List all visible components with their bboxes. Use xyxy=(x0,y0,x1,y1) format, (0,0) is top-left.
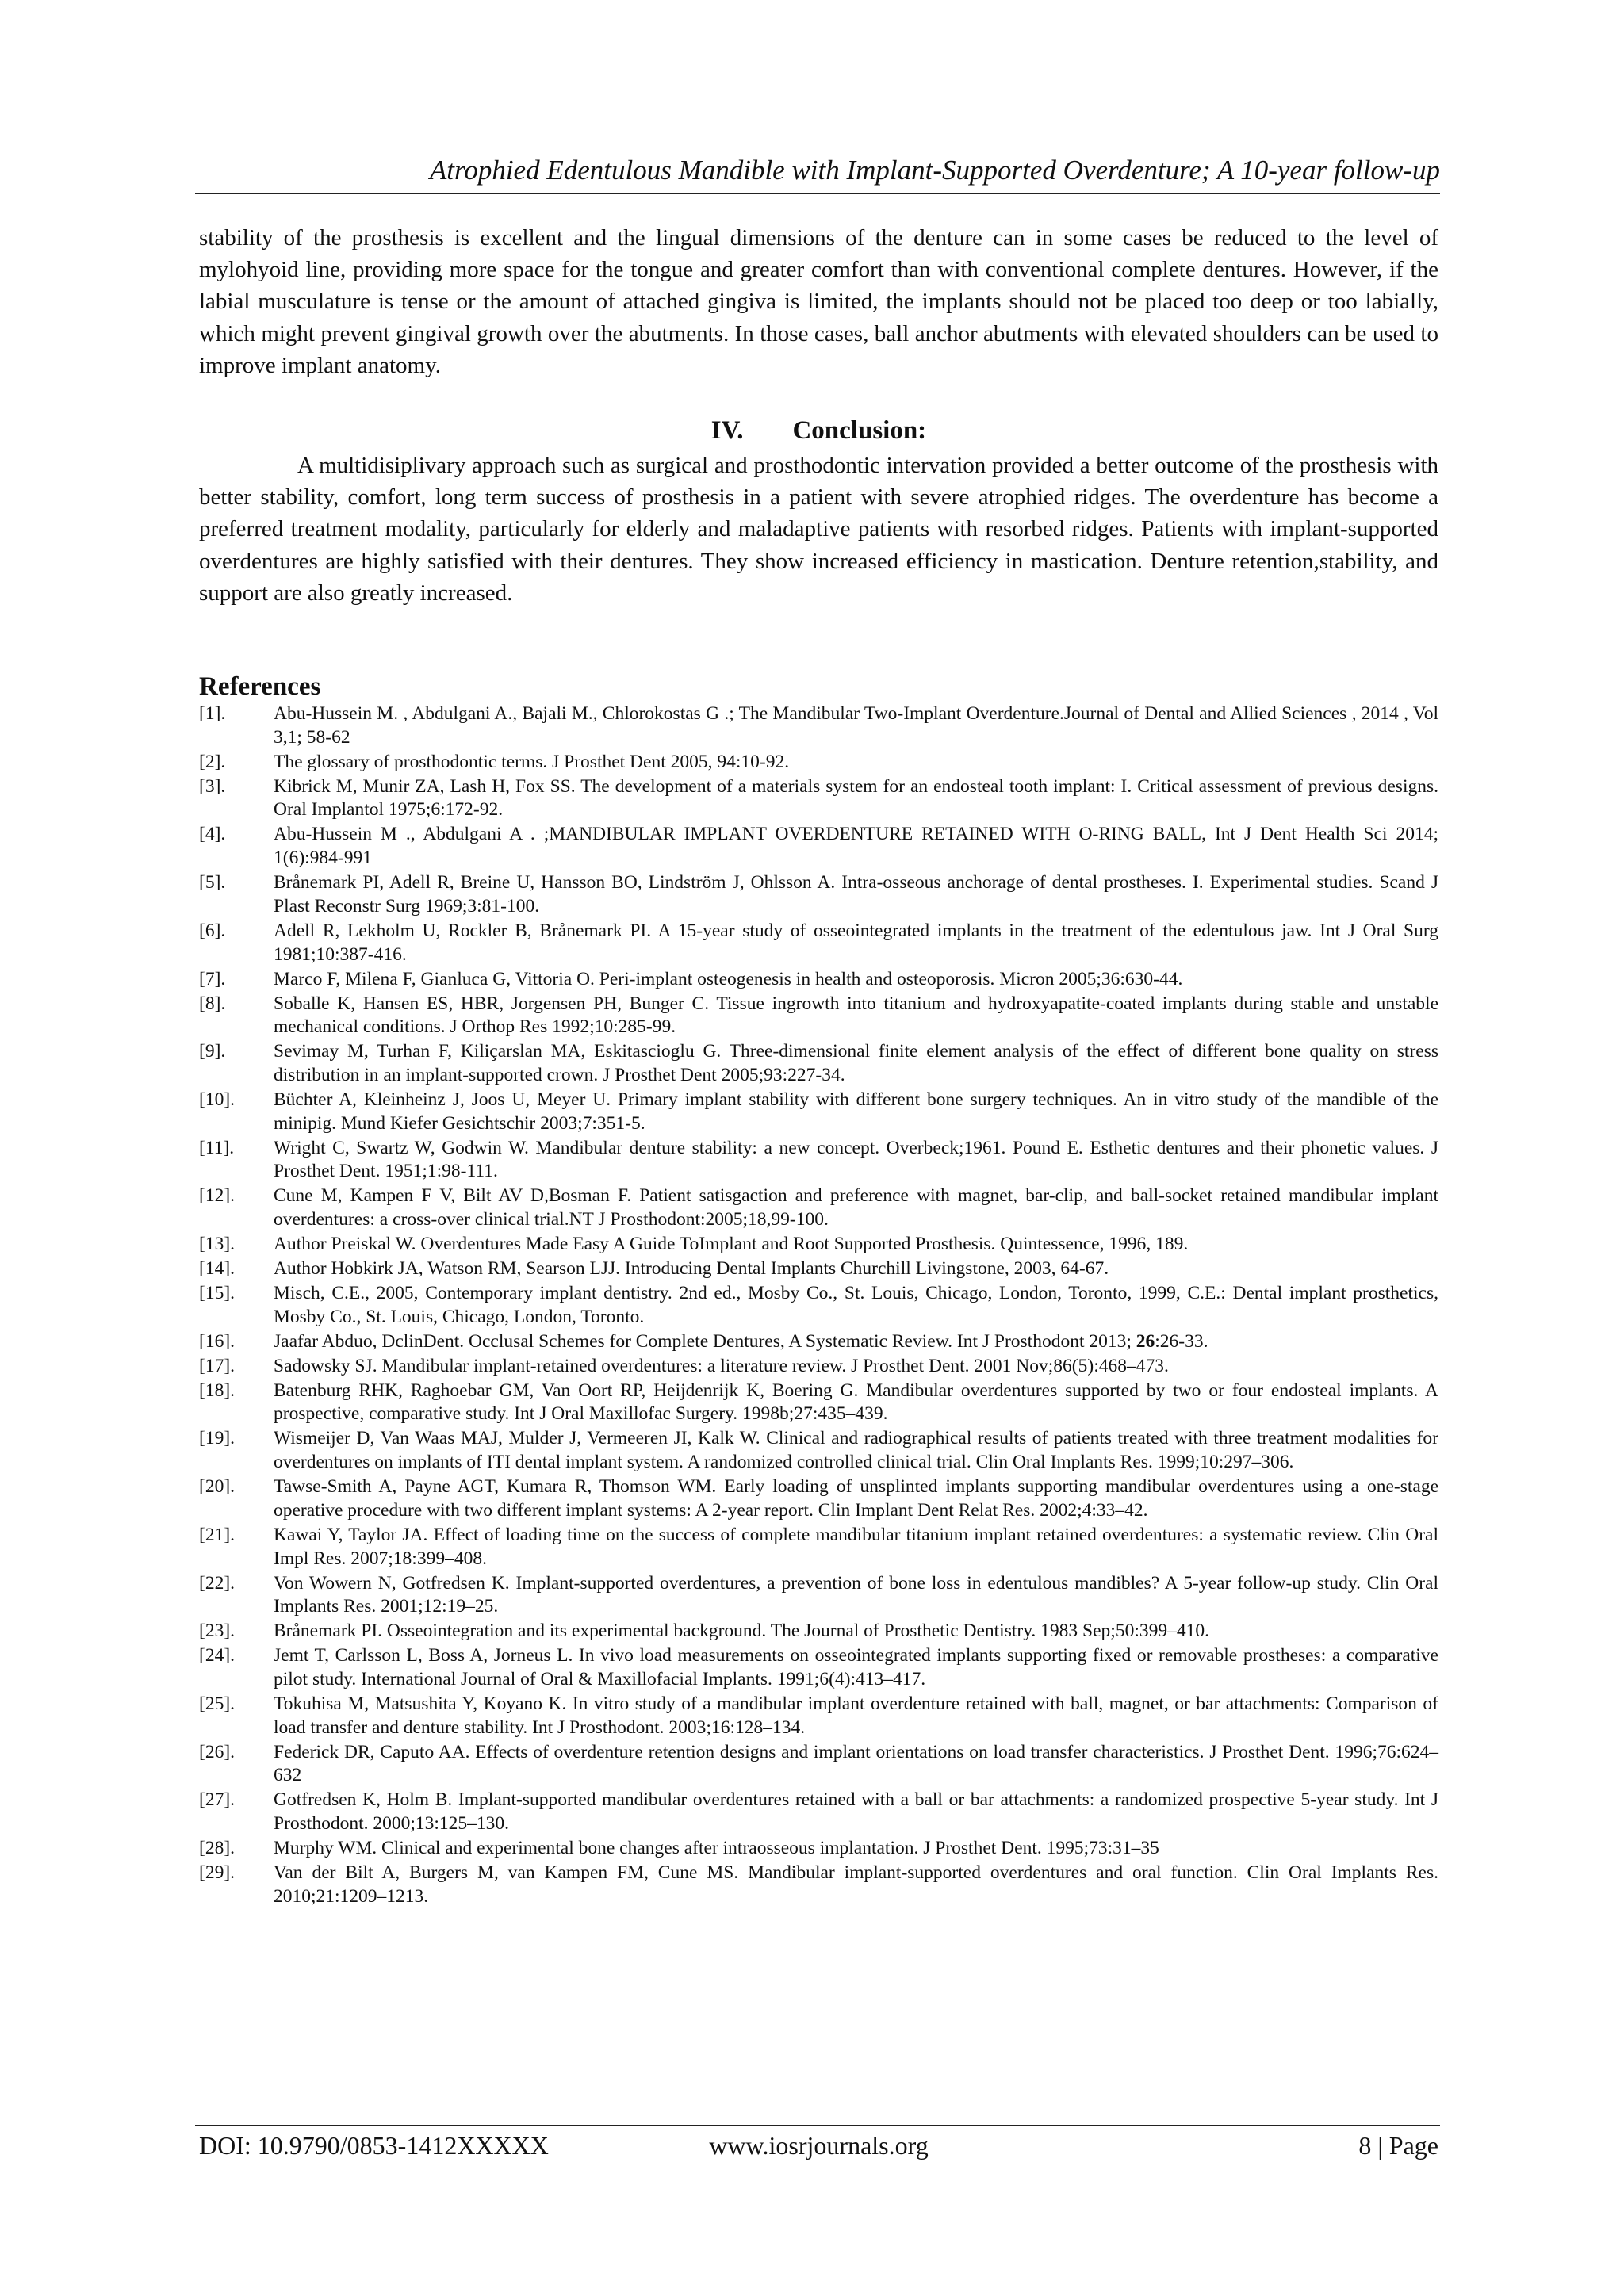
footer-page-number: 8 | Page xyxy=(1358,2131,1438,2160)
reference-text: Batenburg RHK, Raghoebar GM, Van Oort RP, Heijdenrijk K, Boering G. Mandibular overdentures supported by two or four endosteal implants. A prospective, comparative study. Int J Oral Maxillofac Surgery. 1998b;27:435–439. xyxy=(274,1380,1438,1425)
reference-item xyxy=(199,1620,1438,1644)
reference-item xyxy=(199,1040,1438,1087)
reference-item xyxy=(199,1644,1438,1691)
reference-text: Author Preiskal W. Overdentures Made Easy A Guide ToImplant and Root Supported Prosthesis. Quintessence, 1996, 189. xyxy=(274,1234,1189,1255)
reference-item xyxy=(199,1257,1438,1281)
reference-number: [3]. xyxy=(199,775,226,797)
reference-text: Soballe K, Hansen ES, HBR, Jorgensen PH, Bunger C. Tissue ingrowth into titanium and hydroxyapatite-coated implants during stable and unstable mechanical conditions. J Orthop Res 1992;10:285-99. xyxy=(274,993,1438,1038)
reference-item xyxy=(199,702,1438,749)
page-footer xyxy=(199,2128,1438,2163)
reference-number: [25]. xyxy=(199,1693,236,1714)
reference-text: Van der Bilt A, Burgers M, van Kampen FM, Cune MS. Mandibular implant-supported overdentures and oral function. Clin Oral Implants Res. 2010;21:1209–1213. xyxy=(274,1862,1438,1907)
reference-number: [18]. xyxy=(199,1380,236,1401)
body-paragraph: stability of the prosthesis is excellent and the lingual dimensions of the denture can in some cases be reduced to the level of mylohyoid line, providing more space for the tongue and greater comfort than with conventional complete dentures. However, if the labial musculature is tense or the amount of attached gingiva is limited, the implants should not be placed too deep or too labially, which might prevent gingival growth over the abutments. In those cases, ball anchor abutments with elevated shoulders can be used to improve implant anatomy. xyxy=(199,225,1438,378)
section-heading xyxy=(199,413,1438,448)
reference-number: [5]. xyxy=(199,872,226,894)
reference-item xyxy=(199,1137,1438,1184)
reference-text: Sevimay M, Turhan F, Kiliçarslan MA, Eskitascioglu G. Three-dimensional finite element analysis of the effect of different bone quality on stress distribution in an implant-supported crown. J Prosthet Dent 2005;93:227-34. xyxy=(274,1041,1438,1085)
reference-item xyxy=(199,920,1438,966)
reference-text: Murphy WM. Clinical and experimental bone changes after intraosseous implantation. J Prosthet Dent. 1995;73:31–35 xyxy=(274,1838,1159,1859)
reference-text: Marco F, Milena F, Gianluca G, Vittoria O. Peri-implant osteogenesis in health and osteoporosis. Micron 2005;36:630-44. xyxy=(274,968,1183,989)
reference-item xyxy=(199,1282,1438,1329)
reference-number: [19]. xyxy=(199,1428,236,1449)
reference-item xyxy=(199,1380,1438,1426)
reference-text-part: :26-33. xyxy=(1155,1330,1208,1352)
reference-number: [23]. xyxy=(199,1621,236,1642)
reference-text: Misch, C.E., 2005, Contemporary implant dentistry. 2nd ed., Mosby Co., St. Louis, Chicago, London, Toronto, 1999, C.E.: Dental implant prosthetics, Mosby Co., St. Louis, Chicago, London, Toronto. xyxy=(274,1283,1438,1327)
reference-number: [8]. xyxy=(199,993,226,1014)
reference-number: [17]. xyxy=(199,1355,236,1376)
footer-doi: DOI: 10.9790/0853-1412XXXXX xyxy=(199,2131,549,2160)
reference-item xyxy=(199,1330,1438,1354)
reference-item xyxy=(199,1355,1438,1379)
reference-text: Federick DR, Caputo AA. Effects of overdenture retention designs and implant orientations on load transfer characteristics. J Prosthet Dent. 1996;76:624–632 xyxy=(274,1741,1438,1786)
reference-item xyxy=(199,1184,1438,1231)
reference-item xyxy=(199,1862,1438,1908)
references-heading: References xyxy=(199,672,321,701)
running-title: Atrophied Edentulous Mandible with Implant-Supported Overdenture; A 10-year follow-up xyxy=(429,155,1440,186)
reference-text: Abu-Hussein M. , Abdulgani A., Bajali M., Chlorokostas G .; The Mandibular Two-Implant Overdenture.Journal of Dental and Allied Sciences , 2014 , Vol 3,1; 58-62 xyxy=(274,703,1438,748)
section-number: IV. xyxy=(710,416,744,445)
reference-text: Tawse-Smith A, Payne AGT, Kumara R, Thomson WM. Early loading of unsplinted implants supporting mandibular overdentures using a one-stage operative procedure with two different implant systems: A 2-year report. Clin Implant Dent Relat Res. 2002;4:33–42. xyxy=(274,1476,1438,1521)
reference-item xyxy=(199,823,1438,870)
reference-item xyxy=(199,1572,1438,1619)
reference-number: [26]. xyxy=(199,1741,236,1762)
reference-item xyxy=(199,968,1438,992)
reference-number: [20]. xyxy=(199,1476,236,1498)
section-title: Conclusion: xyxy=(792,416,927,445)
reference-number: [4]. xyxy=(199,824,226,845)
reference-text: The glossary of prosthodontic terms. J Prosthet Dent 2005, 94:10-92. xyxy=(274,751,790,772)
reference-number: [12]. xyxy=(199,1185,236,1207)
reference-item xyxy=(199,1233,1438,1257)
footer-rule xyxy=(195,2125,1440,2126)
reference-number: [16]. xyxy=(199,1330,236,1352)
reference-item xyxy=(199,993,1438,1039)
reference-number: [15]. xyxy=(199,1283,236,1304)
reference-item xyxy=(199,871,1438,918)
reference-number: [11]. xyxy=(199,1137,235,1158)
reference-item xyxy=(199,1741,1438,1788)
reference-list xyxy=(199,702,1438,1910)
conclusion-paragraph: A multidisiplivary approach such as surgical and prosthodontic intervation provided a better outcome of the prosthesis with better stability, comfort, long term success of prosthesis in a patient with severe atrophied ridges. The overdenture has become a preferred treatment modality, particularly for elderly and maladaptive patients with resorbed ridges. Patients with implant-supported overdentures are highly satisfied with their dentures. They show increased efficiency in mastication. Denture retention,stability, and support are also greatly increased. xyxy=(199,453,1438,606)
reference-text xyxy=(274,1330,1438,1354)
reference-number: [22]. xyxy=(199,1572,236,1594)
reference-text: Wismeijer D, Van Waas MAJ, Mulder J, Vermeeren JI, Kalk W. Clinical and radiographical results of patients treated with three treatment modalities for overdentures on implants of ITI dental implant system. A randomized controlled clinical trial. Clin Oral Implants Res. 1999;10:297–306. xyxy=(274,1428,1438,1473)
reference-number: [21]. xyxy=(199,1524,236,1545)
reference-number: [1]. xyxy=(199,703,226,724)
footer-website: www.iosrjournals.org xyxy=(709,2131,929,2160)
reference-text: Abu-Hussein M ., Abdulgani A . ;MANDIBULAR IMPLANT OVERDENTURE RETAINED WITH O-RING BALL, Int J Dent Health Sci 2014; 1(6):984-991 xyxy=(274,824,1438,869)
reference-number: [10]. xyxy=(199,1089,236,1110)
reference-item xyxy=(199,1427,1438,1474)
reference-item xyxy=(199,751,1438,775)
reference-item xyxy=(199,1837,1438,1861)
reference-text: Cune M, Kampen F V, Bilt AV D,Bosman F. Patient satisgaction and preference with magnet, bar-clip, and ball-socket retained mandibular implant overdentures: a cross-over clinical trial.NT J Prosthodont:2005;18,99-100. xyxy=(274,1185,1438,1230)
reference-text: Brånemark PI. Osseointegration and its experimental background. The Journal of Prosthetic Dentistry. 1983 Sep;50:399–410. xyxy=(274,1621,1209,1642)
reference-number: [24]. xyxy=(199,1645,236,1667)
reference-number: [9]. xyxy=(199,1041,226,1062)
reference-number: [27]. xyxy=(199,1789,236,1811)
reference-item xyxy=(199,775,1438,822)
reference-text: Sadowsky SJ. Mandibular implant-retained overdentures: a literature review. J Prosthet Dent. 2001 Nov;86(5):468–473. xyxy=(274,1355,1169,1376)
reference-text: Kibrick M, Munir ZA, Lash H, Fox SS. The development of a materials system for an endosteal tooth implant: I. Critical assessment of previous designs. Oral Implantol 1975;6:172-92. xyxy=(274,775,1438,821)
reference-item xyxy=(199,1524,1438,1571)
reference-number: [7]. xyxy=(199,968,226,989)
reference-number: [13]. xyxy=(199,1234,236,1255)
reference-number: [14]. xyxy=(199,1258,236,1280)
header-rule xyxy=(195,193,1440,194)
reference-text: Von Wowern N, Gotfredsen K. Implant-supported overdentures, a prevention of bone loss in edentulous mandibles? A 5-year follow-up study. Clin Oral Implants Res. 2001;12:19–25. xyxy=(274,1572,1438,1617)
reference-text: Brånemark PI, Adell R, Breine U, Hansson BO, Lindström J, Ohlsson A. Intra-osseous anchorage of dental prostheses. I. Experimental studies. Scand J Plast Reconstr Surg 1969;3:81-100. xyxy=(274,872,1438,916)
reference-number: [29]. xyxy=(199,1862,236,1884)
reference-text: Tokuhisa M, Matsushita Y, Koyano K. In vitro study of a mandibular implant overdenture retained with ball, magnet, or bar attachments: Comparison of load transfer and denture stability. Int J Prosthodont. 2003;16:128–134. xyxy=(274,1693,1438,1738)
reference-text: Adell R, Lekholm U, Rockler B, Brånemark PI. A 15-year study of osseointegrated implants in the treatment of the edentulous jaw. Int J Oral Surg 1981;10:387-416. xyxy=(274,920,1438,965)
reference-text: Kawai Y, Taylor JA. Effect of loading time on the success of complete mandibular titanium implant retained overdentures: a systematic review. Clin Oral Impl Res. 2007;18:399–408. xyxy=(274,1524,1438,1569)
reference-item xyxy=(199,1693,1438,1739)
reference-number: [2]. xyxy=(199,751,226,772)
reference-text: Author Hobkirk JA, Watson RM, Searson LJJ. Introducing Dental Implants Churchill Livingstone, 2003, 64-67. xyxy=(274,1258,1109,1280)
reference-item xyxy=(199,1089,1438,1135)
reference-item xyxy=(199,1475,1438,1522)
reference-text: Wright C, Swartz W, Godwin W. Mandibular denture stability: a new concept. Overbeck;1961. Pound E. Esthetic dentures and their phonetic values. J Prosthet Dent. 1951;1:98-111. xyxy=(274,1137,1438,1182)
reference-number: [28]. xyxy=(199,1838,236,1859)
reference-volume-bold: 26 xyxy=(1136,1330,1155,1352)
reference-text: Gotfredsen K, Holm B. Implant-supported mandibular overdentures retained with a ball or bar attachments: a randomized prospective 5-year study. Int J Prosthodont. 2000;13:125–130. xyxy=(274,1789,1438,1835)
reference-item xyxy=(199,1789,1438,1835)
reference-number: [6]. xyxy=(199,920,226,941)
reference-text-part: Jaafar Abduo, DclinDent. Occlusal Schemes for Complete Dentures, A Systematic Review. Int J Prosthodont 2013; xyxy=(274,1330,1136,1352)
reference-text: Büchter A, Kleinheinz J, Joos U, Meyer U. Primary implant stability with different bone surgery techniques. An in vitro study of the mandible of the minipig. Mund Kiefer Gesichtschir 2003;7:351-5. xyxy=(274,1089,1438,1134)
reference-text: Jemt T, Carlsson L, Boss A, Jorneus L. In vivo load measurements on osseointegrated implants supporting fixed or removable prostheses: a comparative pilot study. International Journal of Oral & Maxillofacial Implants. 1991;6(4):413–417. xyxy=(274,1645,1438,1689)
